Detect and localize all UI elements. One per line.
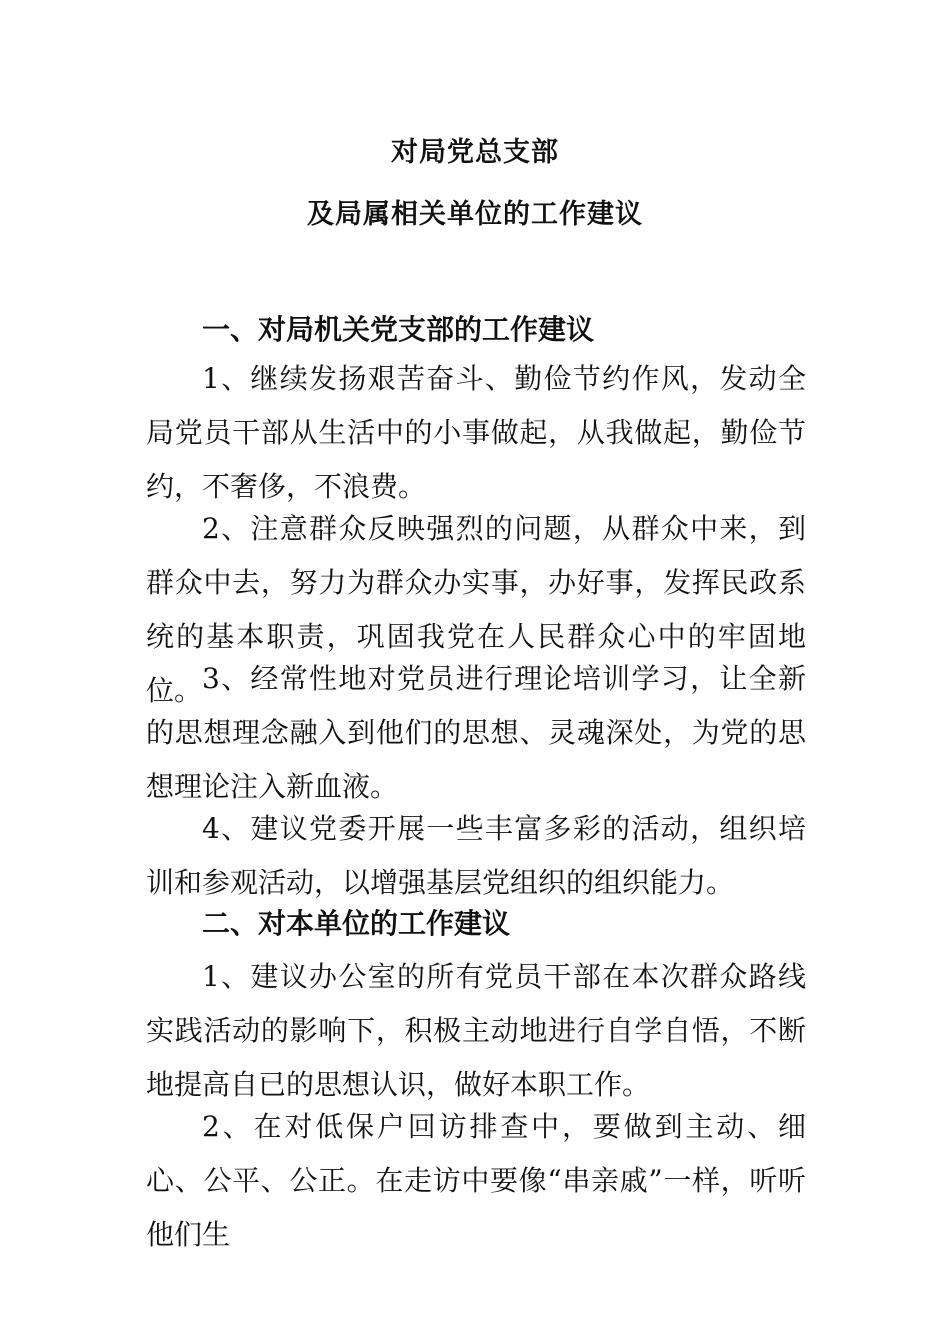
section1-item-2: 2、注意群众反映强烈的问题，从群众中来，到群众中去，努力为群众办实事，办好事，发挥民政系统的基本职责，巩固我党在人民群众心中的牢固地位。: [146, 512, 806, 707]
section2-item-1: 1、建议办公室的所有党员干部在本次群众路线实践活动的影响下，积极主动地进行自学自悟，不断地提高自已的思想认识，做好本职工作。: [146, 960, 806, 1101]
section-heading-1: 一、对局机关党支部的工作建议: [202, 313, 595, 346]
document-title-line2: 及局属相关单位的工作建议: [307, 199, 643, 230]
section-heading-2: 二、对本单位的工作建议: [202, 907, 511, 940]
section2-item-2: 2、在对低保户回访排查中，要做到主动、细心、公平、公正。在走访中要像“串亲戚”一样，听听他们生: [146, 1110, 806, 1251]
document-title-line1: 对局党总支部: [391, 137, 559, 168]
section1-item-1: 1、继续发扬艰苦奋斗、勤俭节约作风，发动全局党员干部从生活中的小事做起，从我做起，勤俭节约，不奢侈，不浪费。: [146, 362, 806, 503]
section1-item-3: 3、经常性地对党员进行理论培训学习，让全新的思想理念融入到他们的思想、灵魂深处，为党的思想理论注入新血液。: [146, 662, 806, 803]
section1-item-4: 4、建议党委开展一些丰富多彩的活动，组织培训和参观活动，以增强基层党组织的组织能力。: [146, 812, 806, 899]
